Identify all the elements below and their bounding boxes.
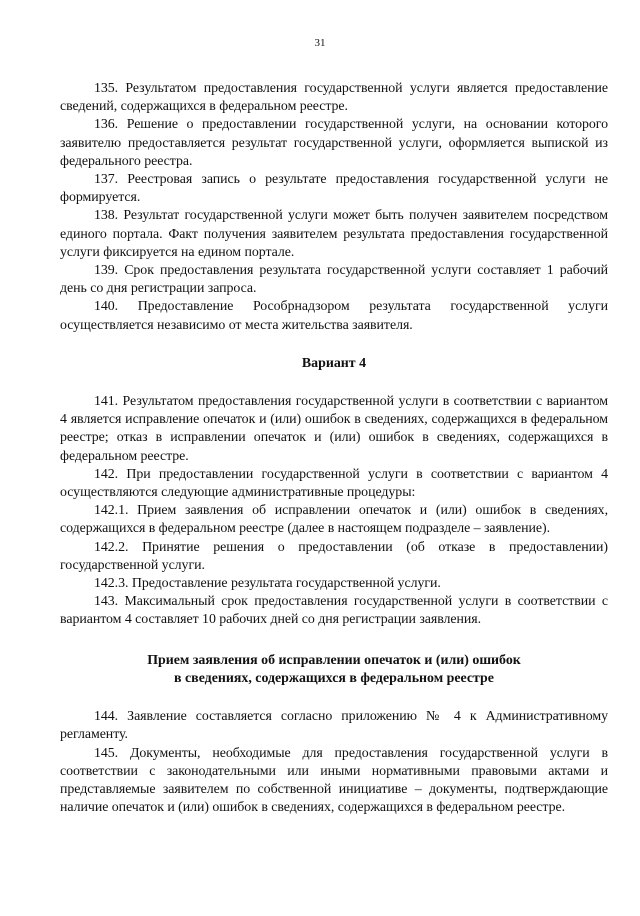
paragraph-140: 140. Предоставление Рособрнадзором результата государственной услуги осуществляется независимо от места жительства заявителя. [60, 299, 608, 333]
paragraph-142-2: 142.2. Принятие решения о предоставлении (об отказе в предоставлении) государственной услуги. [60, 539, 608, 573]
paragraph-142: 142. При предоставлении государственной услуги в соответствии с вариантом 4 осуществляются следующие административные процедуры: [60, 466, 608, 501]
paragraph-144: 144. Заявление составляется согласно приложению № 4 к Административному регламенту. [60, 709, 608, 743]
paragraph-141: 141. Результатом предоставления государственной услуги в соответствии с вариантом 4 является исправление опечаток и (или) ошибок в сведениях, содержащихся в федеральном реестре; отказ в исправлении опечаток и (или) ошибок в сведениях, содержащихся в федеральном реестре. [60, 394, 608, 464]
heading-variant: Вариант 4 [301, 355, 367, 371]
heading-section-line2: в сведениях, содержащихся в федеральном реестре [174, 670, 494, 686]
paragraph-135: 135. Результатом предоставления государственной услуги является предоставление сведений, содержащихся в федеральном реестре. [60, 81, 608, 115]
paragraph-138: 138. Результат государственной услуги может быть получен заявителем посредством единого портала. Факт получения заявителем результата предоставления государственной услуги фиксируется на едином портале. [60, 208, 608, 260]
paragraph-142-3: 142.3. Предоставление результата государственной услуги. [94, 576, 441, 592]
heading-section [60, 652, 608, 688]
paragraph-143: 143. Максимальный срок предоставления государственной услуги в соответствии с вариантом 4 составляет 10 рабочих дней со дня регистрации заявления. [60, 594, 608, 628]
heading-section-line1: Прием заявления об исправлении опечаток и (или) ошибок [147, 652, 521, 668]
paragraph-145: 145. Документы, необходимые для предоставления государственной услуги в соответствии с законодательными или иными нормативными правовыми актами и представляемые заявителем по собственной инициативе – документы, подтверждающие наличие опечаток и (или) ошибок в сведениях, содержащихся в федеральном реестре. [60, 745, 608, 816]
paragraph-136: 136. Решение о предоставлении государственной услуги, на основании которого заявителю предоставляется результат государственной услуги, оформляется выпиской из федерального реестра. [60, 117, 608, 169]
document-body [60, 80, 608, 817]
paragraph-142-1: 142.1. Прием заявления об исправлении опечаток и (или) ошибок в сведениях, содержащихся в федеральном реестре (далее в настоящем подразделе – заявление). [60, 503, 608, 537]
paragraph-139: 139. Срок предоставления результата государственной услуги составляет 1 рабочий день со дня регистрации запроса. [60, 263, 608, 297]
paragraph-137: 137. Реестровая запись о результате предоставления государственной услуги не формируется. [60, 172, 608, 206]
page-number: 31 [314, 37, 326, 49]
